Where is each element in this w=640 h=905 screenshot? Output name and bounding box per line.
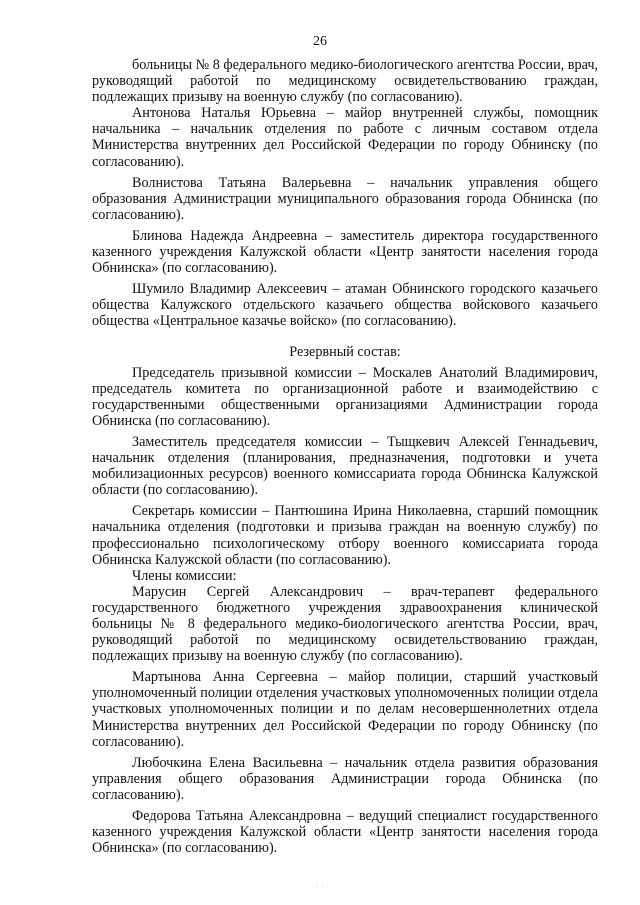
document-body	[92, 57, 598, 856]
page-number: 26	[313, 34, 327, 49]
paragraph-member-shumilo: Шумило Владимир Алексеевич – атаман Обнинского городского казачьего общества Калужского отдельского казачьего общества войскового казачьего общества «Центральное казачье войско» (по согласованию).	[92, 281, 598, 330]
paragraph-reserve-chair: Председатель призывной комиссии – Москалев Анатолий Владимирович, председатель комитета по организационной работе и взаимодействию с государственными общественными организациями Администрации города Обнинска (по согласованию).	[92, 364, 598, 429]
paragraph-reserve-deputy: Заместитель председателя комиссии – Тыщкевич Алексей Геннадьевич, начальник отделения (планирования, предназначения, подготовки и учета мобилизационных ресурсов) военного комиссариата города Обнинска Калужской области (по согласованию).	[92, 433, 598, 499]
paragraph-member-volnistova: Волнистова Татьяна Валерьевна – начальник управления общего образования Администрации муниципального образования города Обнинска (по согласованию).	[92, 174, 598, 223]
paragraph-member-marusin: Марусин Сергей Александрович – врач-терапевт федерального государственного бюджетного учреждения здравоохранения клинической больницы № 8 федерального медико-биологического агентства России, врач, руководящий работой по медицинскому освидетельствованию граждан, подлежащих призыву на военную службу (по согласованию).	[92, 583, 598, 665]
footer-mark: · ·	[315, 882, 325, 892]
paragraph-member-lyubochkina: Любочкина Елена Васильевна – начальник отдела развития образования управления общего образования Администрации города Обнинска (по согласованию).	[92, 754, 598, 803]
section-spacer	[92, 330, 598, 344]
members-label: Члены комиссии:	[132, 567, 237, 584]
paragraph-member-fedorova: Федорова Татьяна Александровна – ведущий специалист государственного казенного учреждения Калужской области «Центр занятости населения города Обнинска» (по согласованию).	[92, 808, 598, 857]
reserve-heading: Резервный состав:	[289, 343, 401, 360]
paragraph-member-antonova: Антонова Наталья Юрьевна – майор внутренней службы, помощник начальника – начальник отделения по работе с личным составом отдела Министерства внутренних дел Российской Федерации по городу Обнинску (по согласованию).	[92, 105, 598, 170]
paragraph-member-blinova: Блинова Надежда Андреевна – заместитель директора государственного казенного учреждения Калужской области «Центр занятости населения города Обнинска» (по согласованию).	[92, 227, 598, 277]
paragraph-continuation: больницы № 8 федерального медико-биологического агентства России, врач, руководящий работой по медицинскому освидетельствованию граждан, подлежащих призыву на военную службу (по согласованию).	[92, 57, 598, 106]
paragraph-member-martynova: Мартынова Анна Сергеевна – майор полиции, старший участковый уполномоченный полиции отделения участковых уполномоченных полиции отдела участковых уполномоченных полиции и по делам несовершеннолетних отдела Министерства внутренних дел Российской Федерации по городу Обнинску (по согласованию).	[92, 669, 598, 750]
paragraph-reserve-secretary: Секретарь комиссии – Пантюшина Ирина Николаевна, старший помощник начальника отделения (подготовки и призыва граждан на военную службу) по профессионально психологическому отбору военного комиссариата города Обнинска Калужской области (по согласованию).	[92, 503, 598, 568]
